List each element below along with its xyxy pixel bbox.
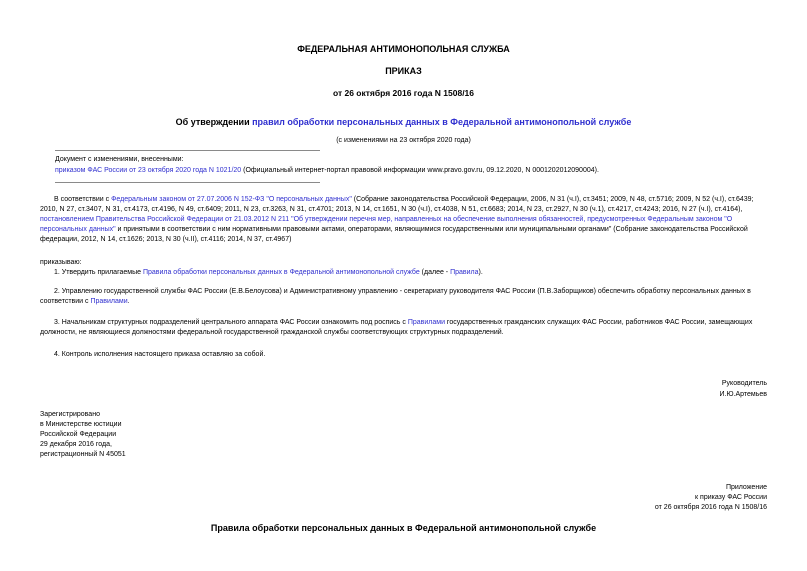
item-text: . <box>127 298 130 305</box>
registration-line: 29 декабря 2016 года, <box>40 441 112 448</box>
preamble-paragraph <box>40 195 770 245</box>
appendix-line: от 26 октября 2016 года N 1508/16 <box>654 504 767 511</box>
order-item-4: 4. Контроль исполнения настоящего приказа оставляю за собой. <box>54 351 266 358</box>
divider-top <box>55 150 320 151</box>
title-prefix: Об утверждении <box>175 117 253 127</box>
preamble-text: В соответствии с <box>54 196 112 203</box>
rules-link[interactable]: Правила обработки персональных данных в Федеральной антимонопольной службе <box>142 269 420 276</box>
item-text: ). <box>478 269 483 276</box>
registration-block <box>40 410 126 460</box>
rules-title: Правила обработки персональных данных в Федеральной антимонопольной службе <box>210 523 597 533</box>
appendix-line: Приложение <box>725 484 767 491</box>
order-item-1 <box>40 268 770 278</box>
order-item-3 <box>40 318 770 338</box>
page-title <box>0 117 807 127</box>
registration-line: Зарегистрировано <box>40 411 100 418</box>
appendix-line: к приказу ФАС России <box>695 494 767 501</box>
signature-name: И.Ю.Артемьев <box>719 391 767 398</box>
amendment-link[interactable]: приказом ФАС России от 23 октября 2020 года N 1021/20 <box>55 167 242 174</box>
orders-label: приказываю: <box>40 259 82 266</box>
item-text: 3. Начальникам структурных подразделений центрального аппарата ФАС России ознакомить под роспись с <box>54 319 408 326</box>
appendix-block <box>655 483 767 513</box>
rules-link[interactable]: Правилами <box>90 298 128 305</box>
preamble-text: и принятыми в соответствии с ним нормативными правовыми актами, операторами, являющимися государственными или муниципальными органами" (Собрание законодательства Российской федерации, 2012, N 14, ст.1626; 2013, N 30 (ч.II), ст.4116; 2014, N 37, ст.4967) <box>40 226 748 243</box>
item-text: 1. Утвердить прилагаемые <box>54 269 143 276</box>
rules-link[interactable]: Правилами <box>407 319 445 326</box>
registration-line: Российской Федерации <box>40 431 117 438</box>
law-152-link[interactable]: Федеральным законом от 27.07.2006 N 152-ФЗ "О персональных данных" <box>111 196 352 203</box>
item-text: 2. Управлению государственной службы ФАС России (Е.В.Белоусова) и Административному управлению - секретариату руководителя ФАС России (П.В.Заборщиков) обеспечить обработку персональных данных в соответствии с <box>40 288 751 305</box>
registration-line: в Министерстве юстиции <box>40 421 122 428</box>
registration-line: регистрационный N 45051 <box>40 451 126 458</box>
order-item-2 <box>40 287 770 307</box>
item-text: (далее - <box>419 269 451 276</box>
amendment-source: (Официальный интернет-портал правовой информации www.pravo.gov.ru, 09.12.2020, N 0001202012090004). <box>241 167 599 174</box>
changes-line <box>55 166 755 176</box>
decree-211-link[interactable]: постановлением Правительства Российской Федерации от 21.03.2012 N 211 "Об утверждении перечня мер, направленных на обеспечение выполнения обязанностей, предусмотренных Федеральным законом "О персональных данных" <box>40 216 733 233</box>
title-link[interactable]: правил обработки персональных данных в Федеральной антимонопольной службе <box>252 117 632 127</box>
divider-bottom <box>55 182 320 183</box>
signature-role: Руководитель <box>721 380 767 387</box>
agency-name: ФЕДЕРАЛЬНАЯ АНТИМОНОПОЛЬНАЯ СЛУЖБА <box>297 44 510 54</box>
order-date-number: от 26 октября 2016 года N 1508/16 <box>332 88 475 98</box>
preamble-text: (Собрание законодательства Российской Федерации, 2006, N 31 (ч.I), ст.3451; 2009, N 48, ст.5716; 2009, N 52 (ч.I), ст.6439; 2010, N 27, ст.3407, N 31, ст.4173, ст.4196, N 49, ст.6409; 2011, N 23, ст.3263, N 31, ст.4701; 2013, N 14, ст.1651, N 30 (ч.I), ст.4038, N 51, ст.6683; 2014, N 23, ст.2927, N 30 (ч.1), ст.4217, ст.4243; 2016, N 27 (ч.I), ст.4164), <box>40 196 754 213</box>
revision-note: (с изменениями на 23 октября 2020 года) <box>336 137 471 144</box>
item-text: государственных гражданских служащих ФАС России, работников ФАС России, замещающих должности, не являющиеся должностями федеральной государственной гражданской службы соответствующих структурных подразделений. <box>40 319 753 336</box>
changes-label: Документ с изменениями, внесенными: <box>55 156 184 163</box>
document-type: ПРИКАЗ <box>385 66 422 76</box>
rules-short-link[interactable]: Правила <box>450 269 479 276</box>
